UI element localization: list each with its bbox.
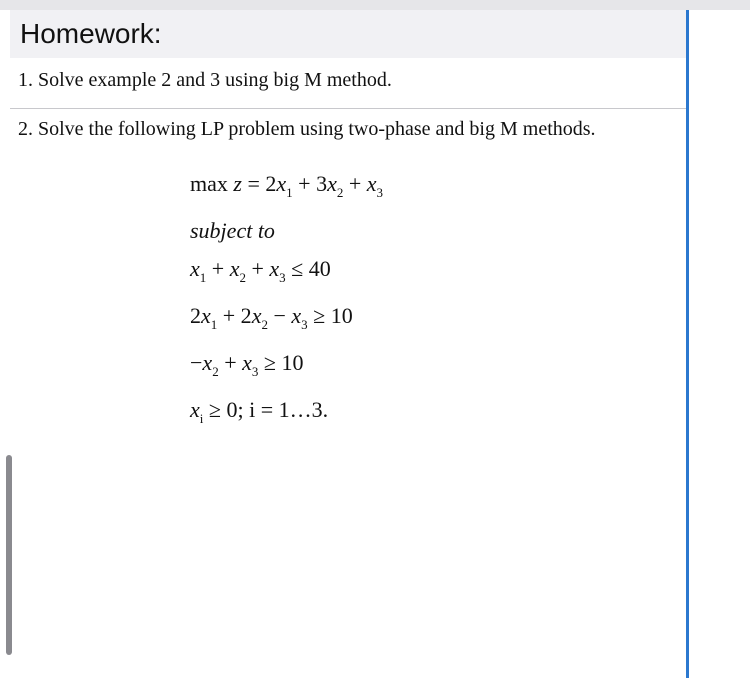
page-title: Homework: [20,18,162,49]
task-2: 2. Solve the following LP problem using two-phase and big M methods. [18,118,596,140]
nonnegativity-constraint: $x_i \ge 0$; i = 1…3. [190,397,329,426]
lp-problem [190,165,383,438]
constraint-3: $-x_2 + x_3 \ge 10$ [190,350,304,379]
homework-header [10,10,686,58]
subject-to-label: subject to [190,218,275,243]
homework-content [10,58,686,141]
task-1: 1. Solve example 2 and 3 using big M method. [18,69,392,91]
constraint-2: $2x_1 + 2x_2 - x_3 \ge 10$ [190,303,353,332]
divider [10,108,686,109]
objective-function: $\max z = 2x_1 + 3x_2 + x_3$ [190,171,384,200]
constraint-1: $x_1 + x_2 + x_3 \le 40$ [190,256,331,285]
top-bar [0,0,750,10]
scrollbar[interactable] [6,455,12,655]
page-border-line [686,10,689,678]
